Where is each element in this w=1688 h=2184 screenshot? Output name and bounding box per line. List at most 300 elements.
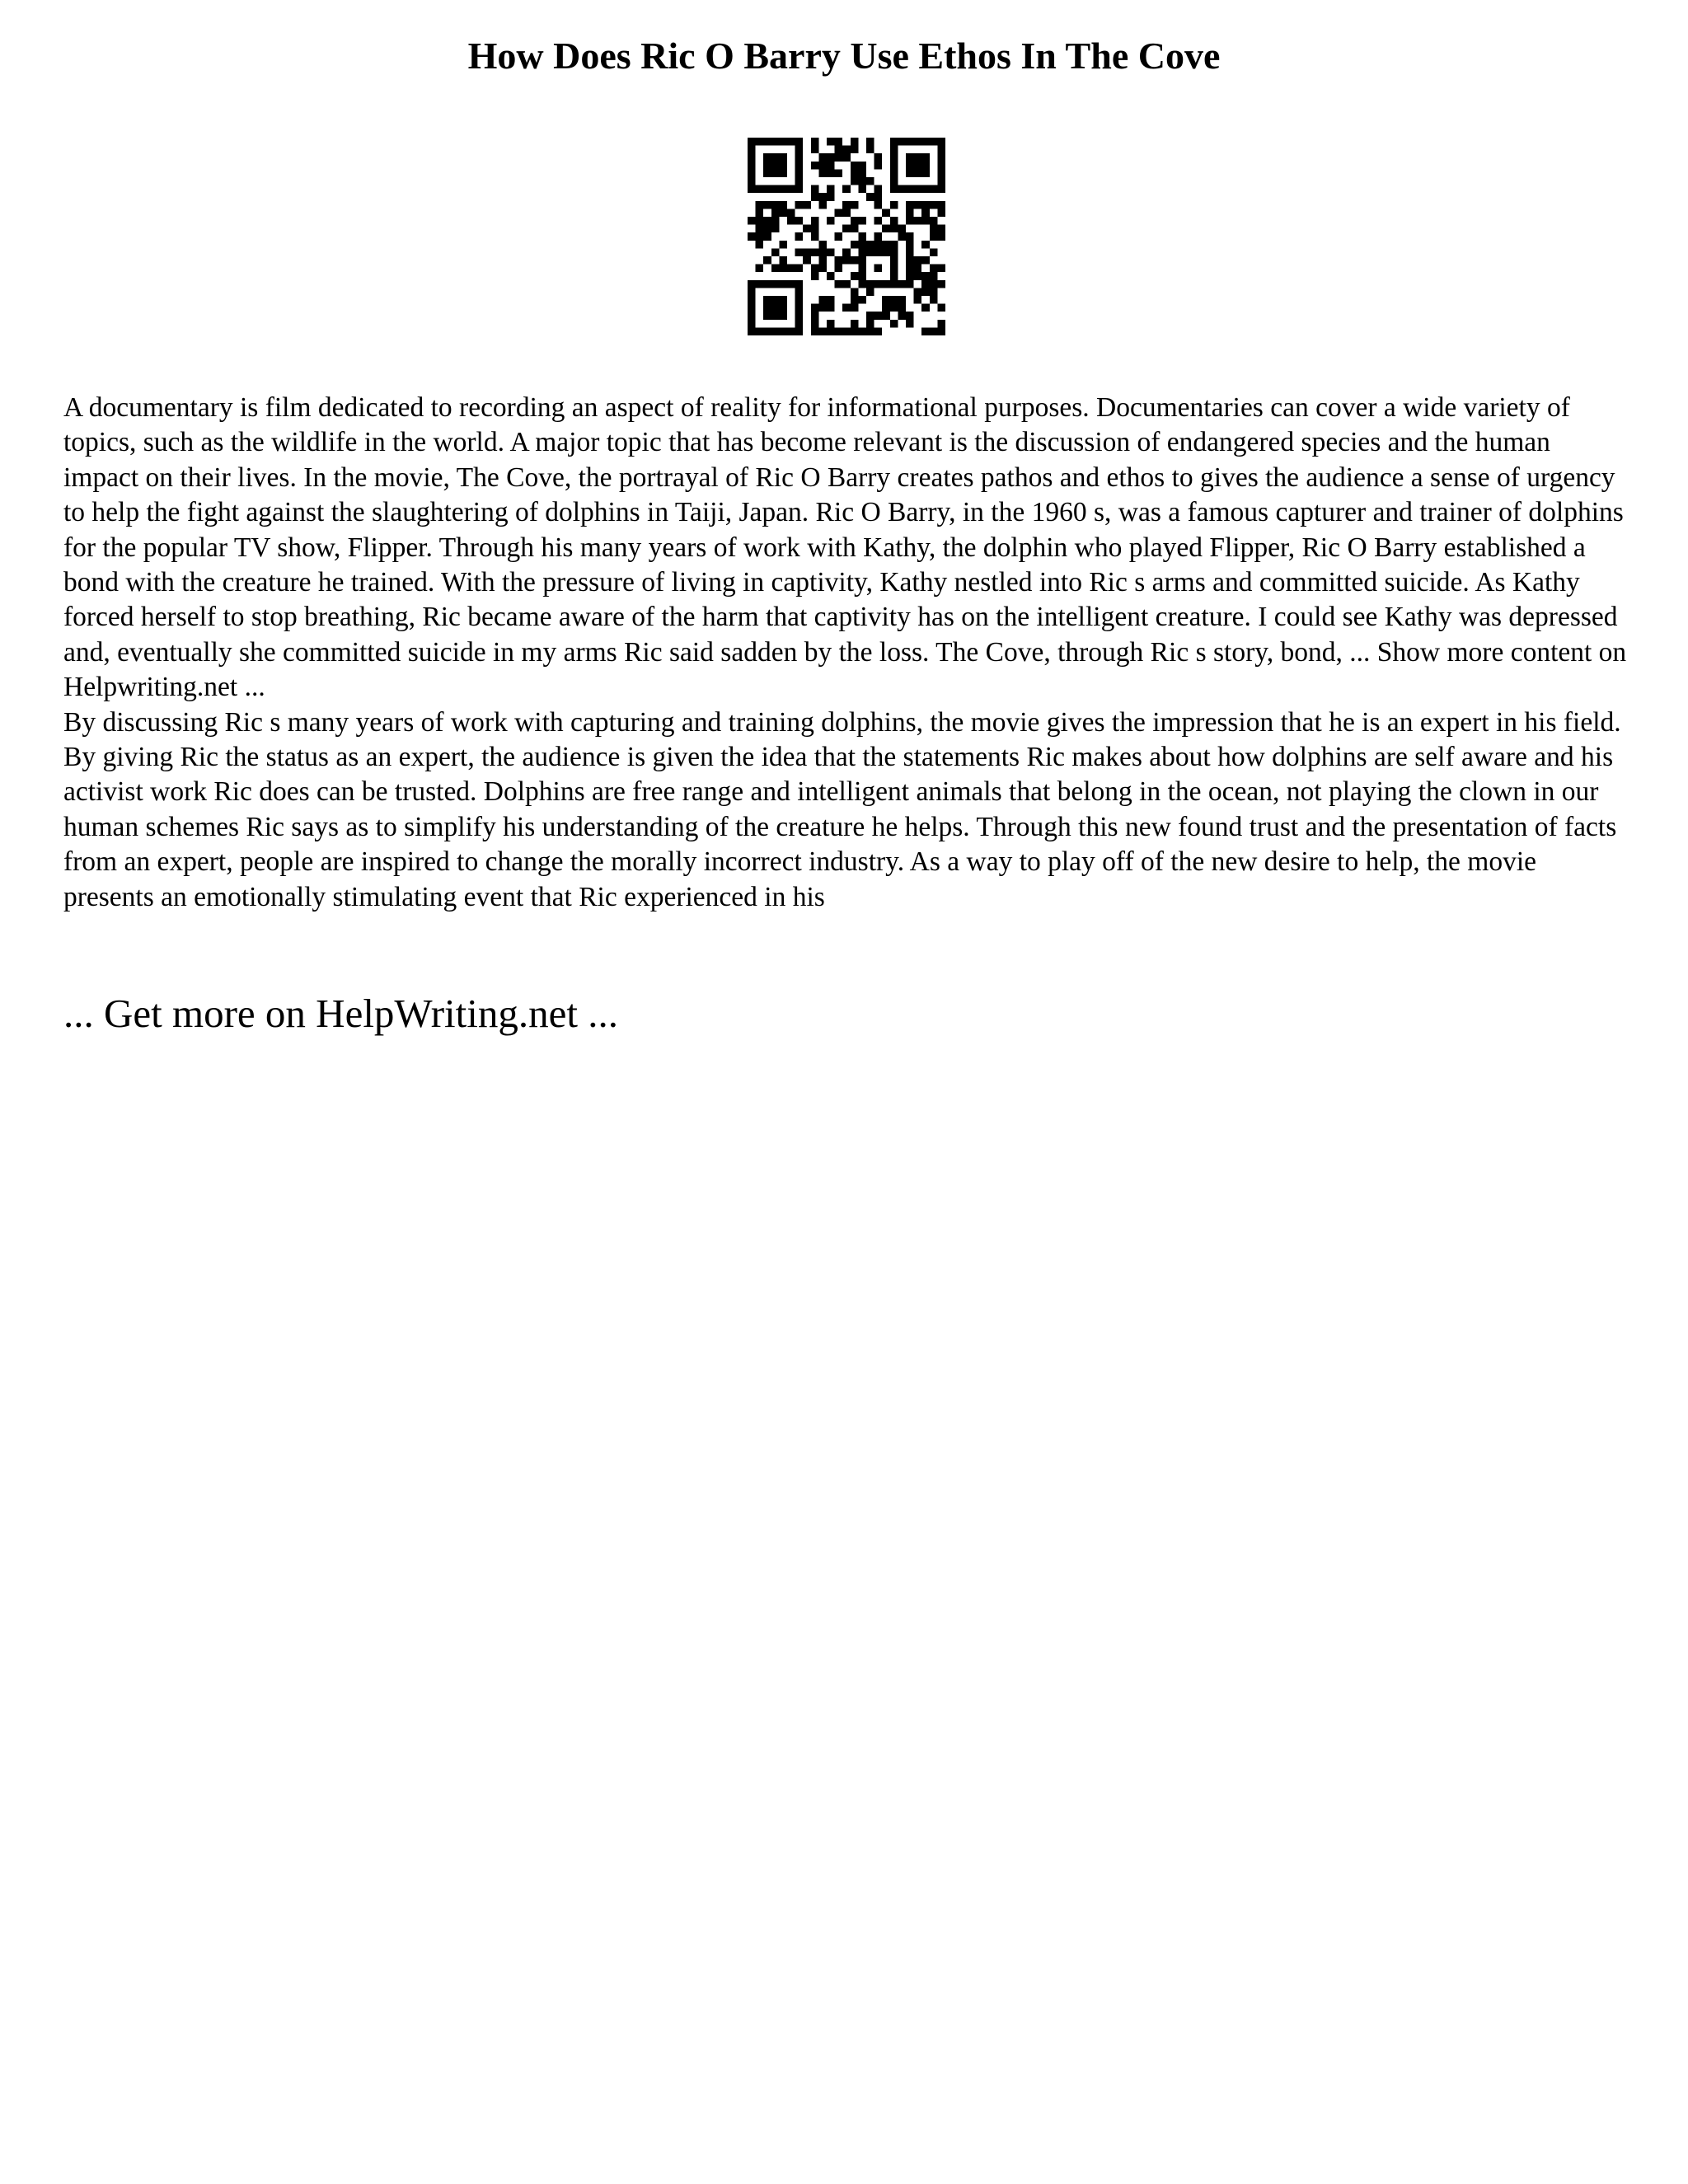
qr-module [748, 304, 756, 312]
qr-module [851, 169, 859, 177]
qr-module [866, 248, 874, 256]
qr-module [771, 327, 780, 335]
qr-module [842, 185, 851, 194]
qr-module [748, 185, 756, 194]
qr-module [930, 232, 938, 241]
qr-module [906, 138, 914, 146]
qr-module [866, 320, 874, 328]
qr-module [779, 162, 787, 170]
qr-module [874, 327, 883, 335]
qr-module [771, 312, 780, 320]
qr-module [756, 327, 764, 335]
qr-module [771, 138, 780, 146]
qr-module [756, 241, 764, 249]
qr-module [914, 265, 922, 273]
qr-module [874, 248, 883, 256]
qr-module [835, 169, 843, 177]
qr-module [811, 272, 819, 280]
qr-module [756, 201, 764, 209]
qr-module [771, 280, 780, 288]
qr-module [914, 296, 922, 304]
qr-module [748, 312, 756, 320]
qr-module [858, 280, 866, 288]
qr-module [787, 185, 795, 194]
qr-module [748, 146, 756, 154]
qr-module [756, 217, 764, 225]
qr-module [779, 280, 787, 288]
qr-module [827, 162, 835, 170]
qr-module [851, 201, 859, 209]
qr-module [914, 272, 922, 280]
qr-module [811, 312, 819, 320]
qr-module [771, 225, 780, 233]
qr-module [914, 288, 922, 296]
qr-module [921, 327, 930, 335]
qr-module [937, 153, 945, 162]
qr-module [906, 232, 914, 241]
qr-module [866, 146, 874, 154]
qr-module [771, 153, 780, 162]
qr-module [921, 256, 930, 265]
qr-module [787, 265, 795, 273]
qr-module [851, 177, 859, 185]
qr-module [779, 256, 787, 265]
qr-module [921, 209, 930, 217]
qr-module [763, 138, 771, 146]
qr-module [890, 146, 898, 154]
qr-module [811, 248, 819, 256]
qr-module [906, 248, 914, 256]
qr-module [921, 288, 930, 296]
qr-module [827, 217, 835, 225]
qr-module [818, 169, 827, 177]
qr-module [882, 248, 890, 256]
qr-module [787, 209, 795, 217]
qr-module [771, 185, 780, 194]
qr-module [795, 304, 804, 312]
qr-module [866, 288, 874, 296]
qr-module [930, 280, 938, 288]
qr-module [858, 296, 866, 304]
qr-module [835, 280, 843, 288]
qr-module [890, 217, 898, 225]
qr-module [779, 241, 787, 249]
qr-module [811, 232, 819, 241]
qr-module [827, 327, 835, 335]
qr-module [898, 225, 906, 233]
qr-module [937, 327, 945, 335]
qr-module [748, 217, 756, 225]
qr-module [818, 304, 827, 312]
qr-module [851, 288, 859, 296]
qr-module [906, 265, 914, 273]
qr-module [866, 241, 874, 249]
qr-module [803, 225, 811, 233]
qr-module [930, 296, 938, 304]
qr-module [811, 138, 819, 146]
qr-module [890, 265, 898, 273]
qr-module [890, 201, 898, 209]
qr-module [898, 232, 906, 241]
qr-module [842, 280, 851, 288]
qr-module [937, 320, 945, 328]
qr-module [803, 248, 811, 256]
qr-module [763, 327, 771, 335]
qr-module [851, 241, 859, 249]
qr-module [851, 320, 859, 328]
qr-module [811, 327, 819, 335]
paragraph-1: A documentary is film dedicated to recording an aspect of reality for informational purposes. Documentaries can cover a wide variety of topics, such as the wildlife in the world. A major topic that has become relevant is the discussion of endangered species and the human impact on their lives. In the movie, The Cove, the portrayal of Ric O Barry creates pathos and ethos to gives the audience a sense of urgency to help the fight against the slaughtering of dolphins in Taiji, Japan. Ric O Barry, in the 1960 s, was a famous capturer and trainer of dolphins for the popular TV show, Flipper. Through his many years of work with Kathy, the dolphin who played Flipper, Ric O Barry established a bond with the creature he trained. With the pressure of living in captivity, Kathy nestled into Ric s arms and committed suicide. As Kathy forced herself to stop breathing, Ric became aware of the harm that captivity has on the intelligent creature. I could see Kathy was depressed and, eventually she committed suicide in my arms Ric said sadden by the loss. The Cove, through Ric s story, bond, ... Show more content on Helpwriting.net ... [63, 392, 1627, 703]
qr-module [866, 177, 874, 185]
qr-module [811, 217, 819, 225]
qr-module [811, 225, 819, 233]
qr-module [858, 177, 866, 185]
qr-module [921, 169, 930, 177]
qr-module [763, 201, 771, 209]
qr-module [842, 327, 851, 335]
qr-module [835, 138, 843, 146]
qr-module [842, 209, 851, 217]
qr-module [858, 272, 866, 280]
qr-module [771, 265, 780, 273]
qr-module [835, 232, 843, 241]
qr-module [763, 296, 771, 304]
qr-module [748, 153, 756, 162]
qr-code-graphic [748, 138, 945, 335]
qr-module [835, 327, 843, 335]
qr-module [874, 280, 883, 288]
qr-module [906, 280, 914, 288]
qr-module [787, 327, 795, 335]
qr-module [890, 296, 898, 304]
qr-module [779, 209, 787, 217]
qr-module [835, 256, 843, 265]
qr-module [866, 138, 874, 146]
qr-module [827, 193, 835, 201]
qr-module [851, 146, 859, 154]
qr-module [874, 241, 883, 249]
qr-module [937, 185, 945, 194]
qr-module [898, 185, 906, 194]
qr-module [748, 320, 756, 328]
qr-module [827, 320, 835, 328]
qr-module [937, 280, 945, 288]
qr-module [763, 312, 771, 320]
qr-module [890, 241, 898, 249]
qr-module [930, 272, 938, 280]
qr-module [763, 185, 771, 194]
qr-module [937, 265, 945, 273]
qr-module [795, 232, 804, 241]
qr-module [874, 162, 883, 170]
qr-module [795, 177, 804, 185]
qr-module [779, 185, 787, 194]
qr-module [866, 280, 874, 288]
qr-module [937, 225, 945, 233]
qr-module [827, 169, 835, 177]
qr-module [914, 185, 922, 194]
qr-module [906, 272, 914, 280]
qr-module [937, 209, 945, 217]
qr-module [930, 185, 938, 194]
qr-module [898, 304, 906, 312]
qr-module [906, 217, 914, 225]
qr-module [890, 225, 898, 233]
qr-module [827, 248, 835, 256]
qr-module [842, 248, 851, 256]
qr-module [937, 138, 945, 146]
qr-module [906, 209, 914, 217]
qr-module [890, 320, 898, 328]
paragraph-2: By discussing Ric s many years of work with capturing and training dolphins, the movie gives the impression that he is an expert in his field. By giving Ric the status as an expert, the audience is given the idea that the statements Ric makes about how dolphins are self aware and his activist work Ric does can be trusted. Dolphins are free range and intelligent animals that belong in the ocean, not playing the clown in our human schemes Ric says as to simplify his understanding of the creature he helps. Through this new found trust and the presentation of facts from an expert, people are inspired to change the morally incorrect industry. As a way to play off of the new desire to help, the movie presents an emotionally stimulating event that Ric experienced in his [63, 706, 1621, 912]
qr-module [858, 185, 866, 194]
qr-module [921, 138, 930, 146]
qr-module [835, 146, 843, 154]
qr-module [795, 138, 804, 146]
qr-module [795, 201, 804, 209]
qr-module [882, 304, 890, 312]
qr-module [937, 201, 945, 209]
qr-module [756, 232, 764, 241]
qr-module [787, 138, 795, 146]
qr-module [811, 320, 819, 328]
qr-module [748, 177, 756, 185]
qr-module [858, 256, 866, 265]
qr-module [818, 296, 827, 304]
qr-module [937, 232, 945, 241]
qr-module [930, 138, 938, 146]
qr-module [930, 217, 938, 225]
qr-module [748, 169, 756, 177]
qr-module [771, 296, 780, 304]
qr-module [795, 280, 804, 288]
qr-module [756, 225, 764, 233]
document-body [63, 391, 1629, 915]
qr-module [795, 248, 804, 256]
qr-module [906, 320, 914, 328]
qr-module [779, 169, 787, 177]
qr-module [890, 169, 898, 177]
qr-module [827, 185, 835, 194]
qr-module [842, 304, 851, 312]
qr-module [930, 265, 938, 273]
qr-module [851, 138, 859, 146]
qr-module [827, 153, 835, 162]
qr-module [858, 241, 866, 249]
qr-module [874, 193, 883, 201]
qr-module [763, 256, 771, 265]
qr-module [818, 241, 827, 249]
qr-module [937, 169, 945, 177]
qr-module [890, 248, 898, 256]
qr-module [851, 296, 859, 304]
document-title: How Does Ric O Barry Use Ethos In The Cove [467, 35, 1221, 77]
qr-module [866, 193, 874, 201]
qr-module [795, 153, 804, 162]
qr-module [842, 225, 851, 233]
qr-module [930, 201, 938, 209]
qr-module [937, 304, 945, 312]
qr-module [851, 272, 859, 280]
qr-module [748, 296, 756, 304]
qr-module [890, 185, 898, 194]
qr-module [748, 232, 756, 241]
qr-module [890, 153, 898, 162]
qr-module [779, 153, 787, 162]
qr-module [858, 169, 866, 177]
qr-module [842, 146, 851, 154]
qr-module [874, 153, 883, 162]
qr-module [835, 265, 843, 273]
qr-module [890, 304, 898, 312]
qr-module [763, 225, 771, 233]
qr-module [937, 146, 945, 154]
qr-module [827, 138, 835, 146]
qr-module [756, 265, 764, 273]
qr-module [858, 265, 866, 273]
qr-module [756, 209, 764, 217]
qr-module [914, 162, 922, 170]
qr-module [763, 232, 771, 241]
qr-module [835, 153, 843, 162]
qr-module [921, 272, 930, 280]
qr-module [748, 327, 756, 335]
qr-module [771, 201, 780, 209]
qr-module [748, 288, 756, 296]
qr-module [882, 312, 890, 320]
qr-module [818, 327, 827, 335]
qr-module [882, 280, 890, 288]
qr-module [811, 162, 819, 170]
qr-module [921, 162, 930, 170]
qr-module [874, 312, 883, 320]
qr-module [921, 185, 930, 194]
qr-module [851, 162, 859, 170]
qr-module [818, 162, 827, 170]
qr-module [795, 296, 804, 304]
qr-module [874, 217, 883, 225]
qr-module [882, 241, 890, 249]
qr-module [858, 232, 866, 241]
qr-module [906, 201, 914, 209]
qr-module [930, 248, 938, 256]
qr-module [890, 280, 898, 288]
qr-module [858, 162, 866, 170]
qr-module [921, 217, 930, 225]
qr-module [795, 288, 804, 296]
qr-module [756, 280, 764, 288]
qr-module [914, 138, 922, 146]
qr-module [914, 201, 922, 209]
qr-module [914, 169, 922, 177]
qr-module [874, 265, 883, 273]
qr-module [914, 256, 922, 265]
qr-module [811, 304, 819, 312]
qr-module [858, 248, 866, 256]
qr-module [921, 201, 930, 209]
qr-module [756, 185, 764, 194]
qr-module [890, 162, 898, 170]
qr-module [795, 320, 804, 328]
qr-module [763, 169, 771, 177]
qr-module [779, 312, 787, 320]
qr-module [851, 256, 859, 265]
qr-module [795, 312, 804, 320]
qr-module [803, 201, 811, 209]
qr-code-icon [748, 138, 945, 335]
qr-module [771, 162, 780, 170]
qr-module [898, 138, 906, 146]
qr-module [779, 138, 787, 146]
qr-module [930, 327, 938, 335]
qr-module [795, 169, 804, 177]
qr-module [756, 138, 764, 146]
qr-module [771, 169, 780, 177]
qr-module [906, 241, 914, 249]
qr-module [779, 327, 787, 335]
qr-module [842, 153, 851, 162]
qr-module [763, 153, 771, 162]
qr-module [748, 162, 756, 170]
qr-module [748, 280, 756, 288]
qr-module [795, 265, 804, 273]
qr-module [811, 146, 819, 154]
qr-module [882, 225, 890, 233]
qr-module [851, 327, 859, 335]
qr-module [842, 201, 851, 209]
qr-module [795, 185, 804, 194]
qr-module [921, 304, 930, 312]
qr-module [906, 312, 914, 320]
qr-module [842, 256, 851, 265]
qr-module [779, 304, 787, 312]
qr-module [851, 304, 859, 312]
qr-module [898, 312, 906, 320]
qr-module [818, 201, 827, 209]
qr-module [858, 217, 866, 225]
qr-module [763, 217, 771, 225]
qr-module [763, 280, 771, 288]
qr-module [858, 327, 866, 335]
qr-module [906, 153, 914, 162]
get-more-link[interactable]: ... Get more on HelpWriting.net ... [63, 991, 618, 1036]
qr-module [851, 217, 859, 225]
qr-module [874, 185, 883, 194]
qr-module [795, 217, 804, 225]
qr-module [811, 265, 819, 273]
qr-module [851, 225, 859, 233]
qr-module [921, 280, 930, 288]
qr-module [795, 146, 804, 154]
qr-module [937, 162, 945, 170]
qr-module [914, 153, 922, 162]
qr-module [771, 217, 780, 225]
qr-module [890, 272, 898, 280]
qr-module [890, 138, 898, 146]
qr-module [811, 193, 819, 201]
qr-module [882, 296, 890, 304]
qr-module [921, 241, 930, 249]
qr-module [803, 256, 811, 265]
qr-module [914, 217, 922, 225]
qr-module [890, 177, 898, 185]
qr-module [787, 217, 795, 225]
qr-module [898, 296, 906, 304]
qr-module [898, 280, 906, 288]
qr-module [930, 288, 938, 296]
qr-module [874, 201, 883, 209]
qr-module [937, 177, 945, 185]
